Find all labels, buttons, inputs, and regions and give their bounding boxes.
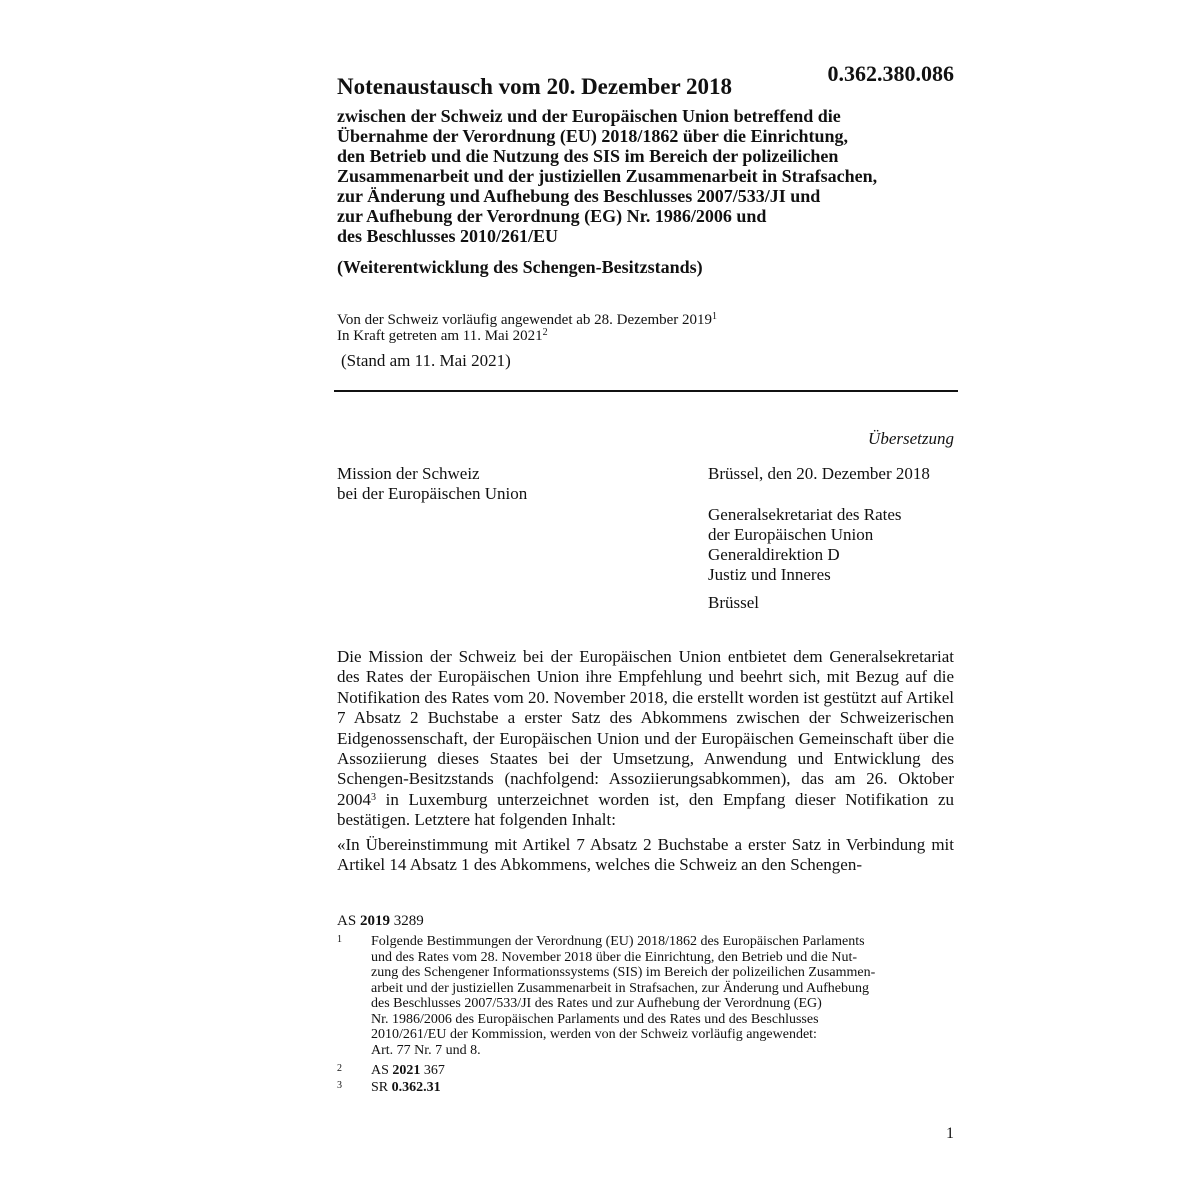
footnote-3 xyxy=(337,1080,954,1096)
fn-prefix: SR xyxy=(371,1080,392,1095)
sender-line: bei der Europäischen Union xyxy=(337,484,528,503)
recipient-line: Generaldirektion D xyxy=(708,545,840,564)
subtitle-line: zwischen der Schweiz und der Europäischen Union betreffend die xyxy=(337,106,841,126)
fn-year: 2021 xyxy=(392,1063,421,1078)
footnote-1 xyxy=(337,934,954,1058)
recipient-line: Generalsekretariat des Rates xyxy=(708,505,902,524)
footnote-2 xyxy=(337,1063,954,1079)
document-subtitle xyxy=(337,106,977,246)
footnote-ref[interactable]: 3 xyxy=(371,791,376,803)
subtitle-line: des Beschlusses 2010/261/EU xyxy=(337,226,559,246)
footnote-line: Folgende Bestimmungen der Verordnung (EU) 2018/1862 des Europäischen Parlaments xyxy=(371,934,865,949)
footnote-line: arbeit und der justiziellen Zusammenarbeit in Strafsachen, zur Änderung und Aufhebung xyxy=(371,980,870,996)
as-page: 3289 xyxy=(389,913,424,929)
footnote-text xyxy=(371,934,954,1058)
body-text-part: in Luxemburg unterzeichnet worden ist, den Empfang dieser Notifikation zu bestätigen. Letztere hat folgenden Inhalt: xyxy=(337,789,954,830)
recipient-line: der Europäischen Union xyxy=(708,525,874,544)
as-year: 2019 xyxy=(359,913,390,929)
footnote-line: 2010/261/EU der Kommission, werden von der Schweiz vorläufig angewendet: xyxy=(371,1027,817,1042)
translation-label: Übersetzung xyxy=(868,429,954,448)
subtitle-line: den Betrieb und die Nutzung des SIS im Bereich der polizeilichen xyxy=(337,146,839,166)
in-force-line xyxy=(337,328,717,344)
fn-page: 367 xyxy=(420,1063,445,1078)
quoted-notification: «In Übereinstimmung mit Artikel 7 Absatz 2 Buchstabe a erster Satz in Verbindung mit Artikel 14 Absatz 1 des Abkommens, welches die Schweiz an den Schengen- xyxy=(337,835,954,875)
page-number: 1 xyxy=(946,1125,954,1142)
footnote-line: Nr. 1986/2006 des Europäischen Parlaments und des Rates und des Beschlusses xyxy=(371,1011,819,1027)
subtitle-line: zur Änderung und Aufhebung des Beschlusses 2007/533/JI und xyxy=(337,186,821,206)
letter-recipient xyxy=(708,505,902,585)
footnote-text xyxy=(371,1063,954,1079)
fn-prefix: AS xyxy=(371,1063,393,1078)
applicability-info xyxy=(337,312,717,344)
recipient-city: Brüssel xyxy=(708,593,759,612)
footnote-line: des Beschlusses 2007/533/JI des Rates und zur Aufhebung der Verordnung (EG) xyxy=(371,996,822,1011)
fn-sr-number: 0.362.31 xyxy=(391,1080,441,1095)
subtitle-line: Zusammenarbeit und der justiziellen Zusammenarbeit in Strafsachen, xyxy=(337,166,878,186)
sender-line: Mission der Schweiz xyxy=(337,464,480,483)
footnote-number: 3 xyxy=(337,1080,342,1091)
applied-line xyxy=(337,312,717,328)
footnote-ref[interactable]: 2 xyxy=(542,327,548,338)
sr-number: 0.362.380.086 xyxy=(827,61,954,86)
as-prefix: AS xyxy=(337,913,360,929)
applied-text: Von der Schweiz vorläufig angewendet ab 28. Dezember 2019 xyxy=(337,312,713,328)
body-text-part: Die Mission der Schweiz bei der Europäischen Union entbietet dem Generalsekretariat des Rates der Europäischen Union ihre Empfehlung und beehrt sich, mit Bezug auf die Notifikation des Rates vom 20. November 2018, die erstellt worden ist gestützt auf Artikel 7 Absatz 2 Buchstabe a erster Satz des Abkommens zwischen der Schweizerischen Eidgenossenschaft, der Europäischen Union und der Europäischen Gemeinschaft über die Assoziierung dieses Staates bei der Umsetzung, Anwendung und Entwicklung des Schengen-Besitzstands (nachfolgend: Assoziierungsabkommen), das am 26. Oktober 2004 xyxy=(337,647,954,809)
as-reference xyxy=(337,912,424,930)
schengen-subtitle: (Weiterentwicklung des Schengen-Besitzstands) xyxy=(337,257,703,277)
letter-sender xyxy=(337,464,527,504)
in-force-text: In Kraft getreten am 11. Mai 2021 xyxy=(337,328,543,344)
header-divider xyxy=(334,390,958,392)
footnote-number: 2 xyxy=(337,1063,342,1074)
recipient-line: Justiz und Inneres xyxy=(708,565,831,584)
footnote-number: 1 xyxy=(337,934,342,945)
status-date: (Stand am 11. Mai 2021) xyxy=(341,351,511,370)
footnote-text xyxy=(371,1080,954,1096)
letter-body-paragraph xyxy=(337,647,954,831)
document-title: Notenaustausch vom 20. Dezember 2018 xyxy=(337,74,733,99)
footnote-ref[interactable]: 1 xyxy=(712,311,718,322)
footnote-line: Art. 77 Nr. 7 und 8. xyxy=(371,1042,481,1058)
footnote-line: und des Rates vom 28. November 2018 über die Einrichtung, den Betrieb und die Nut- xyxy=(371,949,858,965)
footnote-line: zung des Schengener Informationssystems (SIS) im Bereich der polizeilichen Zusammen- xyxy=(371,965,876,980)
subtitle-line: Übernahme der Verordnung (EU) 2018/1862 über die Einrichtung, xyxy=(337,126,849,146)
letter-place-date: Brüssel, den 20. Dezember 2018 xyxy=(708,464,930,483)
subtitle-line: zur Aufhebung der Verordnung (EG) Nr. 1986/2006 und xyxy=(337,206,767,226)
